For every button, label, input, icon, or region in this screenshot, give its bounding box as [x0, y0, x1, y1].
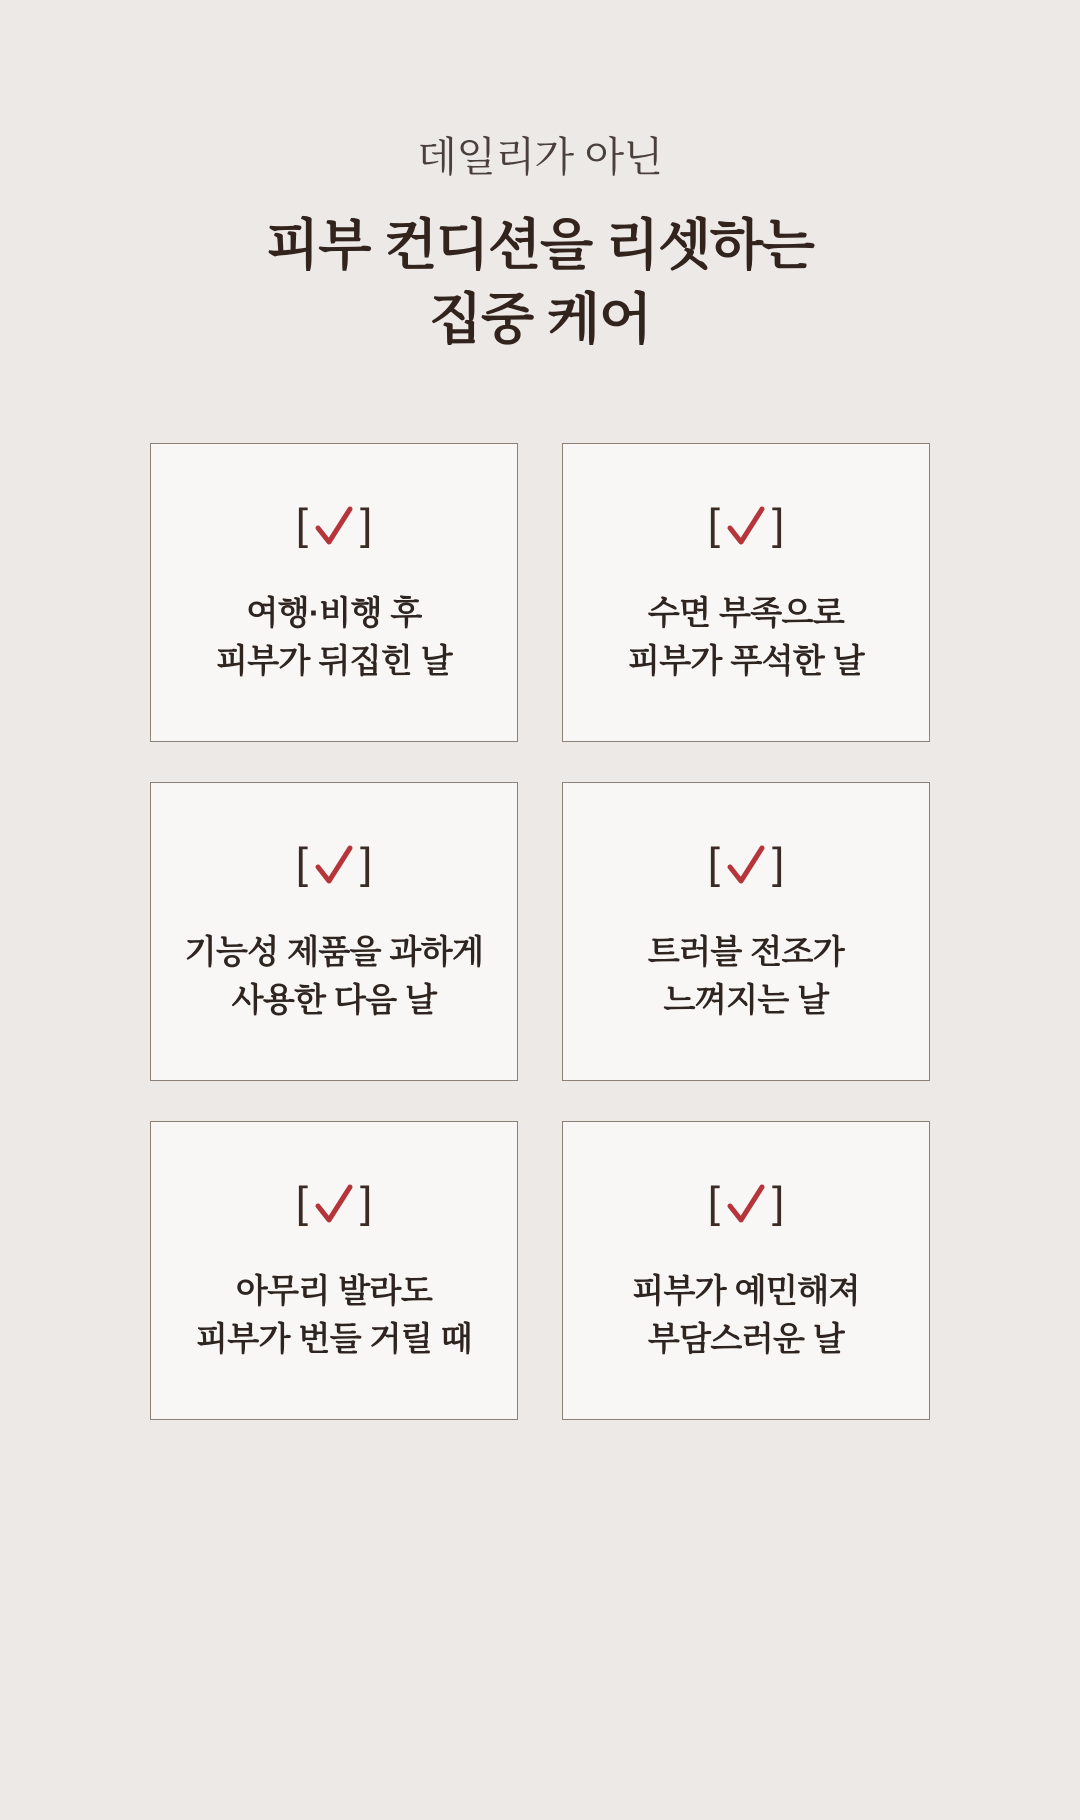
condition-card-text — [196, 1267, 472, 1363]
check-badge — [296, 1177, 372, 1233]
card-text-line-1: 여행·비행 후 — [246, 593, 422, 631]
check-badge — [708, 1177, 784, 1233]
condition-card-text — [185, 928, 484, 1024]
check-badge — [296, 838, 372, 894]
check-icon — [314, 843, 354, 889]
bracket-right-icon: ] — [772, 1177, 785, 1227]
check-icon — [314, 1182, 354, 1228]
bracket-right-icon: ] — [360, 499, 373, 549]
condition-card-text — [648, 928, 844, 1024]
condition-card — [150, 1121, 518, 1420]
card-text-line-1: 트러블 전조가 — [647, 932, 845, 970]
card-text-line-2: 느껴지는 날 — [663, 981, 829, 1019]
check-icon — [726, 843, 766, 889]
check-badge — [708, 838, 784, 894]
page-title-line-1: 피부 컨디션을 리셋하는 — [266, 214, 814, 277]
card-text-line-1: 기능성 제품을 과하게 — [184, 932, 484, 970]
condition-card-text — [628, 589, 864, 685]
bracket-right-icon: ] — [360, 838, 373, 888]
condition-card — [150, 443, 518, 742]
page-title-line-2: 집중 케어 — [429, 287, 651, 350]
bracket-right-icon: ] — [772, 499, 785, 549]
bracket-left-icon: [ — [295, 1177, 308, 1227]
bracket-left-icon: [ — [707, 838, 720, 888]
condition-card — [562, 443, 930, 742]
card-text-line-1: 피부가 예민해져 — [632, 1271, 860, 1309]
check-icon — [314, 504, 354, 550]
card-text-line-2: 피부가 푸석한 날 — [627, 642, 865, 680]
bracket-right-icon: ] — [772, 838, 785, 888]
bracket-left-icon: [ — [707, 1177, 720, 1227]
check-badge — [708, 499, 784, 555]
page-title — [0, 209, 1080, 356]
card-text-line-2: 피부가 번들 거릴 때 — [196, 1320, 472, 1358]
check-icon — [726, 504, 766, 550]
condition-card — [150, 782, 518, 1081]
condition-card — [562, 1121, 930, 1420]
card-text-line-2: 피부가 뒤집힌 날 — [215, 642, 453, 680]
bracket-right-icon: ] — [360, 1177, 373, 1227]
eyebrow-text: 데일리가 아닌 — [417, 134, 663, 180]
condition-card-text — [216, 589, 452, 685]
check-badge — [296, 499, 372, 555]
card-text-line-2: 부담스러운 날 — [647, 1320, 845, 1358]
condition-card — [562, 782, 930, 1081]
bracket-left-icon: [ — [295, 838, 308, 888]
card-text-line-1: 수면 부족으로 — [647, 593, 845, 631]
condition-card-text — [632, 1267, 860, 1363]
heading-block — [0, 132, 1080, 357]
bracket-left-icon: [ — [295, 499, 308, 549]
bracket-left-icon: [ — [707, 499, 720, 549]
condition-card-grid — [150, 443, 930, 1420]
card-text-line-1: 아무리 발라도 — [235, 1271, 433, 1309]
card-text-line-2: 사용한 다음 날 — [231, 981, 437, 1019]
check-icon — [726, 1182, 766, 1228]
